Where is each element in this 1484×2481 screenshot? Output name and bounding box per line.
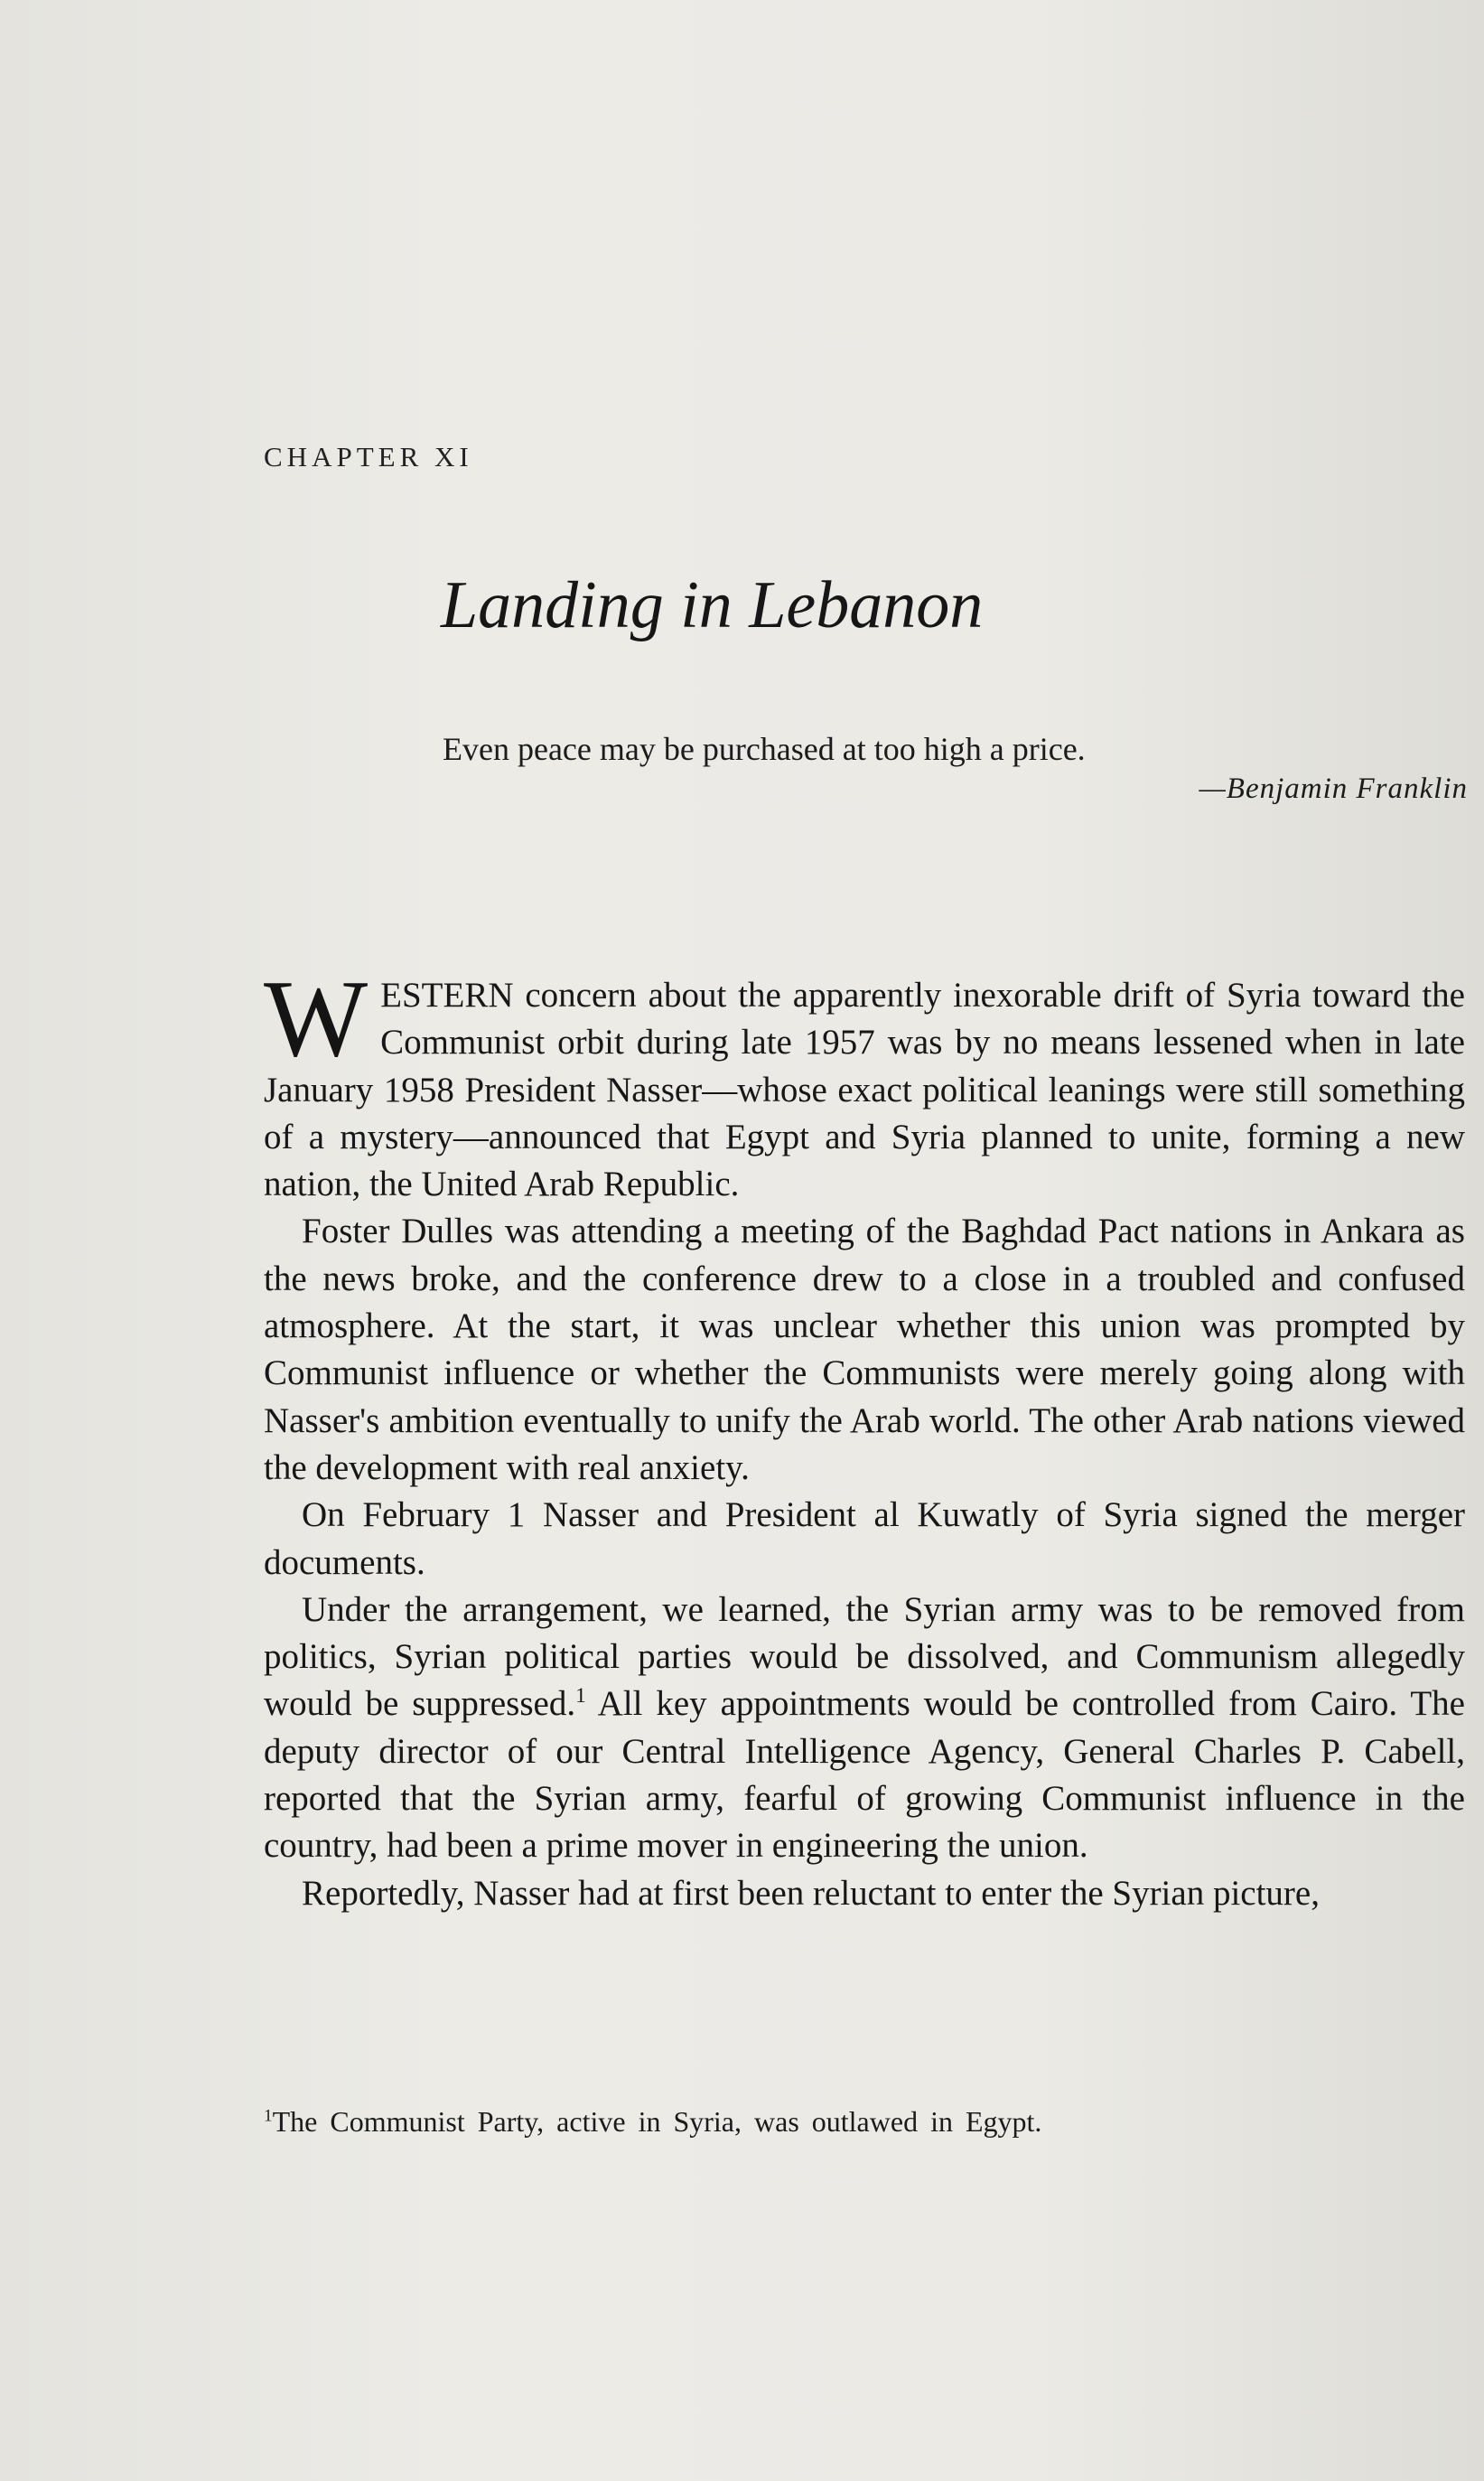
- epigraph-attribution: —Benjamin Franklin: [1199, 772, 1468, 805]
- paragraph-2: Foster Dulles was attending a meeting of the Baghdad Pact nations in Ankara as the news broke, and the conference drew to a close in a troubled and confused atmosphere. At the start, it was unclear whether this union was prompted by Communist influence or whether the Communists were merely going along with Nasser's ambition eventually to unify the Arab world. The other Arab nations viewed the development with real anxiety.: [264, 1212, 1465, 1487]
- paragraph-1-text: concern about the apparently inexorable drift of Syria toward the Communist orbit during late 1957 was by no means lessened when in late January 1958 President Nasser—whose exact political leanings were still something of a mystery—announced that Egypt and Syria planned to unite, forming a new nation, the United Arab Republic.: [264, 976, 1465, 1204]
- chapter-body: [264, 958, 1465, 1917]
- footnote: [264, 2105, 1041, 2139]
- paragraph-5: Reportedly, Nasser had at first been reluctant to enter the Syrian picture,: [302, 1873, 1320, 1913]
- chapter-title: Landing in Lebanon: [441, 568, 984, 642]
- footnote-text: The Communist Party, active in Syria, was outlawed in Egypt.: [272, 2105, 1042, 2138]
- paragraph-4-text-b: All key appointments would be controlled from Cairo. The deputy director of our Central Intelligence Agency, General Charles P. Cabell, reported that the Syrian army, fearful of growing Communist influence in the country, had been a prime mover in engineering the union.: [264, 1684, 1465, 1866]
- drop-cap: W: [264, 958, 369, 1080]
- paragraph-1: [264, 958, 1465, 1208]
- lead-word: ESTERN: [380, 976, 514, 1015]
- paragraph-4-text-a: Under the arrangement, we learned, the Syrian army was to be removed from politics, Syrian political parties would be dissolved, and Communism allegedly would be suppressed.: [264, 1589, 1465, 1724]
- footnote-marker: 1: [264, 2106, 273, 2126]
- paragraph-4: [264, 1587, 1465, 1870]
- paragraph-3: On February 1 Nasser and President al Kuwatly of Syria signed the merger documents.: [264, 1495, 1465, 1582]
- footnote-reference: 1: [575, 1684, 586, 1709]
- chapter-label: CHAPTER XI: [264, 441, 473, 473]
- epigraph-quote: Even peace may be purchased at too high a price.: [443, 731, 1086, 767]
